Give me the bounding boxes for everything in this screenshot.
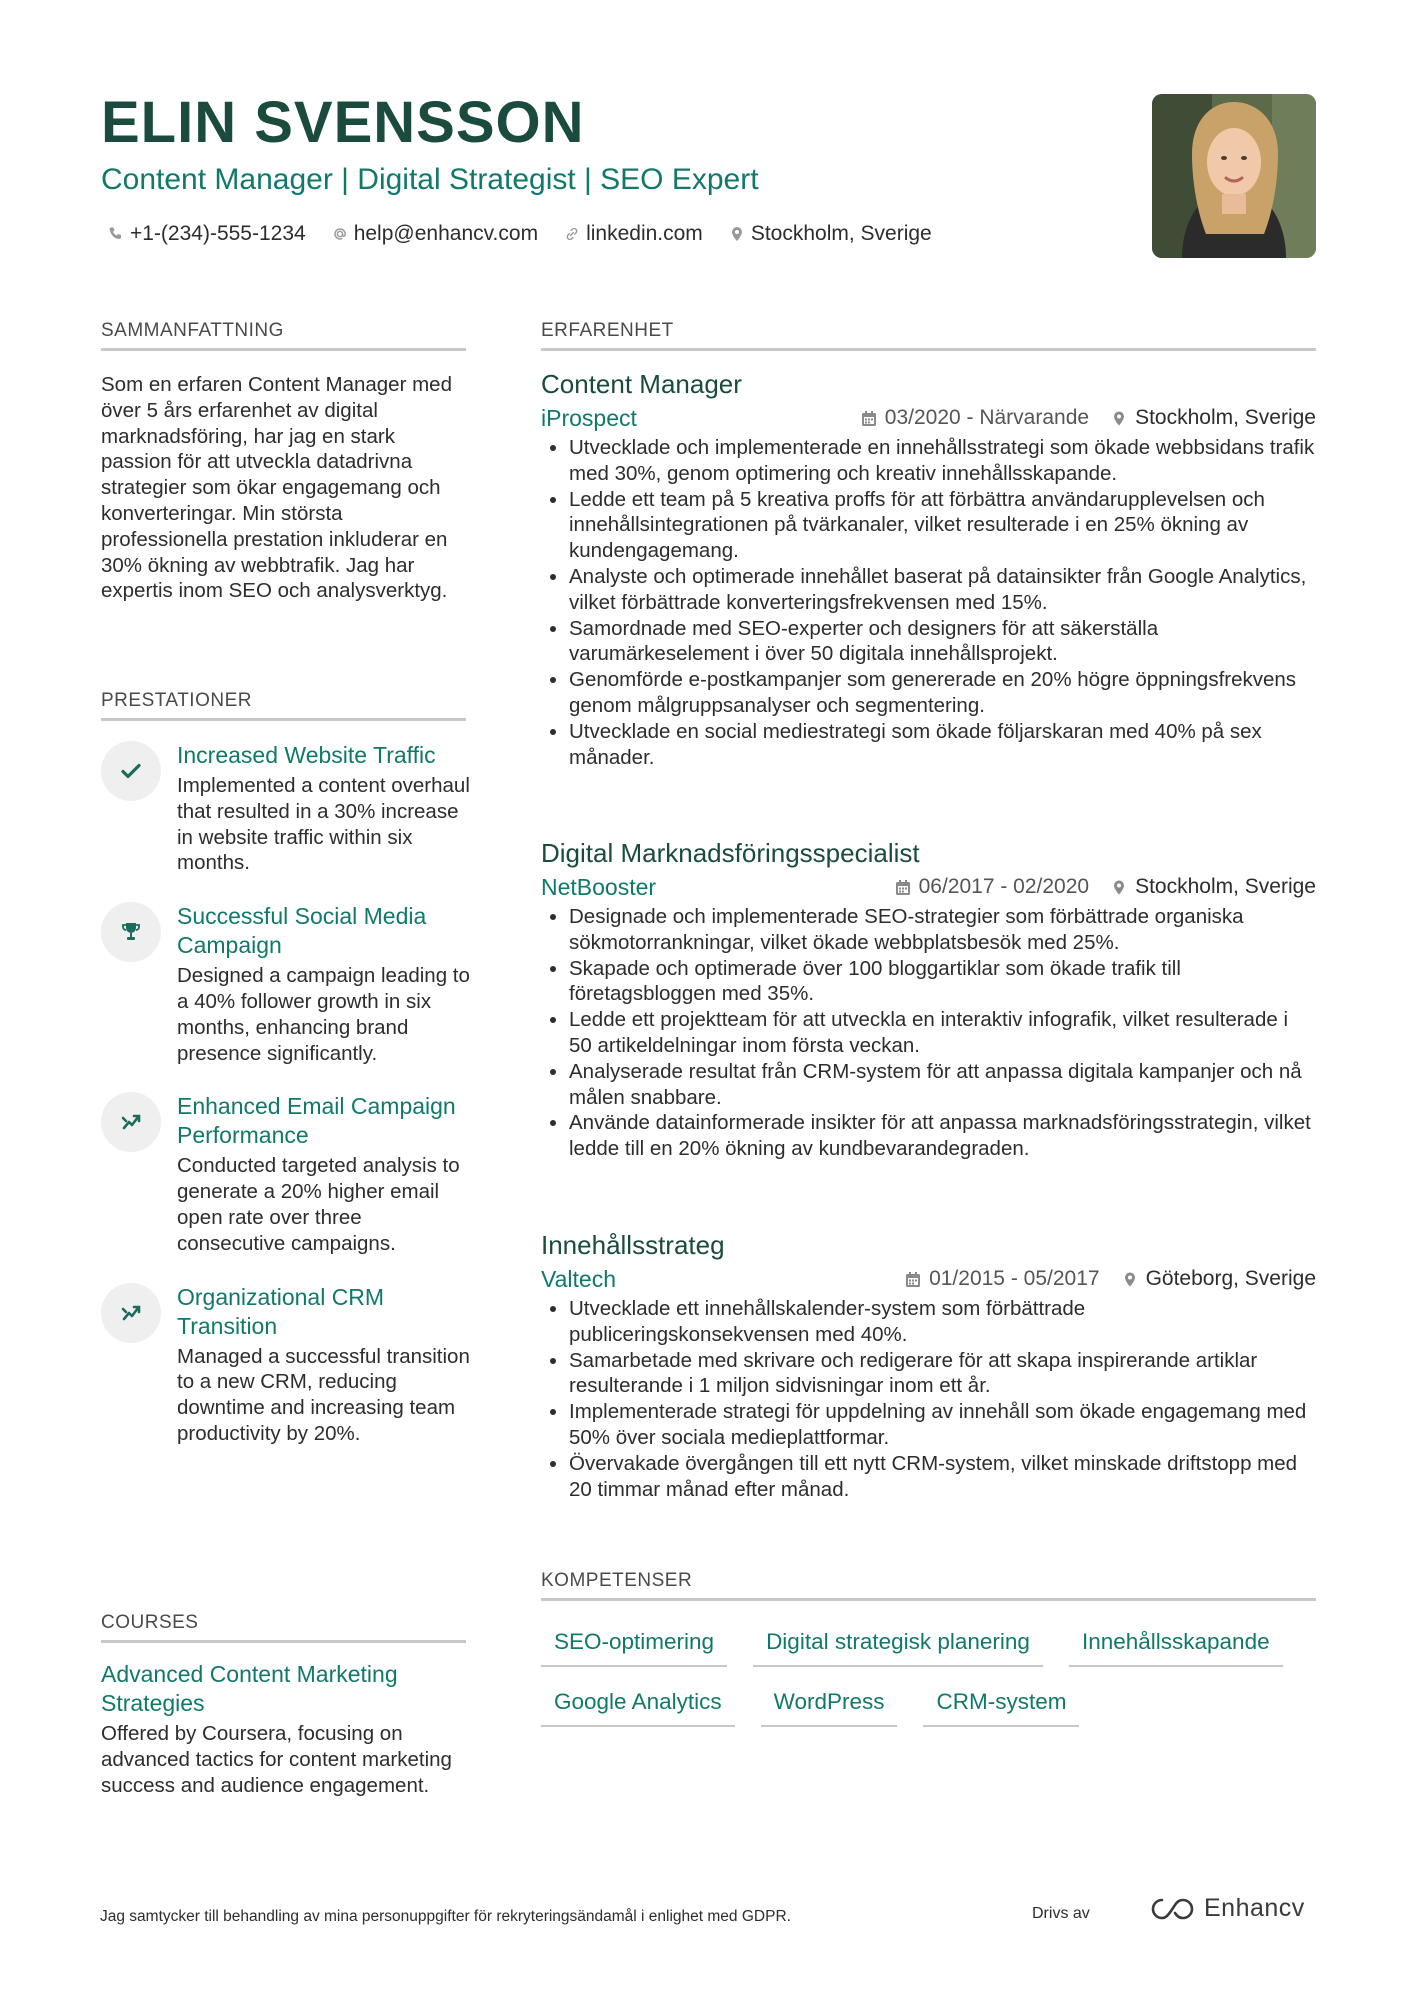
job-role: Digital Marknadsföringsspecialist (541, 838, 920, 868)
bullet-item: • Samarbetade med skrivare och redigerare för att skapa inspirerande artiklar resulterande i 1 miljon sidvisningar inom ett år. (569, 1348, 1316, 1400)
enhancv-logo-icon (1150, 1896, 1196, 1922)
achievement-item (101, 1283, 471, 1447)
bullet-item: • Ledde ett team på 5 kreativa proffs för att förbättra användarupplevelsen och innehållsintegrationen på tvärkanaler, vilket resulterade i en 25% ökning av kundengagemang. (569, 487, 1316, 564)
trophy-icon (101, 902, 161, 962)
experience-item (541, 1228, 1316, 1502)
achievements-list (101, 741, 471, 1473)
bullet-item: • Utvecklade en social mediestrategi som ökade följarskaran med 40% på sex månader. (569, 719, 1316, 771)
achievement-item (101, 902, 471, 1066)
contact-email[interactable] (332, 219, 538, 249)
job-bullets (541, 904, 1316, 1162)
company-name: iProspect (541, 405, 637, 431)
summary-text: Som en erfaren Content Manager med över 5 års erfarenhet av digital marknadsföring, har jag en stark passion för att utveckla datadrivna strategier som ökar engagemang och konverteringar. Min största professionella prestation inkluderar en 30% ökning av webbtrafik. Jag har expertis inom SEO och analysverktyg. (101, 373, 452, 603)
location-pin-icon (1111, 410, 1127, 427)
phone-text: +1-(234)-555-1234 (130, 222, 306, 245)
calendar-icon (895, 879, 911, 896)
job-dates: 01/2015 - 05/2017 (929, 1267, 1100, 1290)
achievement-desc: Designed a campaign leading to a 40% follower growth in six months, enhancing brand presence significantly. (177, 964, 470, 1065)
experience-heading: ERFARENHET (541, 318, 1316, 351)
powered-by-label: Drivs av (1032, 1905, 1090, 1922)
contact-location (729, 219, 932, 249)
candidate-title: Content Manager | Digital Strategist | SEO Expert (101, 163, 759, 196)
summary-heading: SAMMANFATTNING (101, 318, 466, 351)
job-location: Stockholm, Sverige (1135, 406, 1316, 429)
bullet-item: • Utvecklade och implementerade en innehållsstrategi som ökade webbsidans trafik med 30%, genom optimering och kreativ innehållsskapande. (569, 435, 1316, 487)
skill-tag: CRM-system (923, 1681, 1079, 1727)
bullet-item: • Samordnade med SEO-experter och designers för att säkerställa varumärkeselement i över 50 digitala innehållsprojekt. (569, 616, 1316, 668)
candidate-name: ELIN SVENSSON (101, 90, 585, 155)
courses-heading: COURSES (101, 1610, 466, 1643)
job-dates: 03/2020 - Närvarande (884, 406, 1090, 429)
company-name: NetBooster (541, 874, 657, 900)
job-role: Innehållsstrateg (541, 1230, 725, 1260)
phone-icon (108, 226, 124, 242)
skill-tag: Digital strategisk planering (753, 1621, 1043, 1667)
achievement-title: Successful Social Media Campaign (177, 903, 427, 959)
bullet-item: • Implementerade strategi för uppdelning av innehåll som ökade engagemang med 50% över sociala medieplattformar. (569, 1399, 1316, 1451)
bullet-item: • Designade och implementerade SEO-strategier som förbättrade organiska sökmotorrankningar, vilket ökade webbplatsbesök med 25%. (569, 904, 1316, 956)
calendar-icon (861, 410, 877, 427)
bullet-item: • Ledde ett projektteam för att utveckla en interaktiv infografik, vilket resulterade i 50 artikeldelningar inom första veckan. (569, 1007, 1316, 1059)
location-text: Stockholm, Sverige (750, 222, 932, 245)
job-bullets (541, 1296, 1316, 1502)
bullet-item: • Utvecklade ett innehållskalender-system som förbättrade publiceringskonsekvensen med 40%. (569, 1296, 1316, 1348)
calendar-icon (905, 1271, 921, 1288)
check-icon (101, 741, 161, 801)
contact-bar (108, 219, 932, 249)
achievements-heading: PRESTATIONER (101, 688, 466, 721)
contact-linkedin[interactable] (564, 219, 703, 249)
bullet-item: • Analyste och optimerade innehållet baserat på datainsikter från Google Analytics, vilket förbättrade konverteringsfrekvensen med 15%. (569, 564, 1316, 616)
linkedin-text: linkedin.com (586, 222, 703, 245)
experience-item (541, 367, 1316, 770)
achievement-title: Organizational CRM Transition (177, 1283, 385, 1339)
company-name: Valtech (541, 1266, 617, 1292)
job-location: Stockholm, Sverige (1135, 875, 1316, 898)
course-title: Advanced Content Marketing Strategies (101, 1661, 398, 1716)
chart-up-icon (101, 1283, 161, 1343)
skill-tag: Google Analytics (541, 1681, 735, 1727)
achievement-item (101, 1092, 471, 1256)
location-pin-icon (729, 226, 745, 242)
job-dates: 06/2017 - 02/2020 (918, 875, 1090, 898)
skill-tag: WordPress (761, 1681, 898, 1727)
achievement-item (101, 741, 471, 876)
achievement-title: Increased Website Traffic (177, 742, 436, 768)
experience-item (541, 836, 1316, 1162)
location-pin-icon (1111, 879, 1127, 896)
skills-list (541, 1621, 1316, 1727)
achievement-desc: Managed a successful transition to a new CRM, reducing downtime and increasing team productivity by 20%. (177, 1344, 470, 1445)
job-bullets (541, 435, 1316, 770)
achievement-desc: Conducted targeted analysis to generate a 20% higher email open rate over three consecutive campaigns. (177, 1154, 460, 1255)
brand-name: Enhancv (1204, 1894, 1305, 1922)
bullet-item: • Analyserade resultat från CRM-system för att anpassa digitala kampanjer och nå målen snabbare. (569, 1059, 1316, 1111)
chart-up-icon (101, 1092, 161, 1152)
email-text: help@enhancv.com (353, 222, 539, 245)
skills-heading: KOMPETENSER (541, 1568, 1316, 1601)
gdpr-consent: Jag samtycker till behandling av mina personuppgifter för rekryteringsändamål i enlighet med GDPR. (100, 1908, 791, 1925)
course-desc: Offered by Coursera, focusing on advanced tactics for content marketing success and audience engagement. (101, 1722, 452, 1797)
brand-logo[interactable] (1150, 1894, 1305, 1923)
job-role: Content Manager (541, 369, 742, 399)
contact-phone[interactable] (108, 219, 306, 249)
bullet-item: • Genomförde e-postkampanjer som genererade en 20% högre öppningsfrekvens genom målgruppsanalyser och segmentering. (569, 667, 1316, 719)
skill-tag: SEO-optimering (541, 1621, 727, 1667)
achievement-desc: Implemented a content overhaul that resulted in a 30% increase in website traffic within six months. (177, 774, 470, 875)
job-location: Göteborg, Sverige (1145, 1267, 1316, 1290)
course-item (101, 1660, 471, 1798)
link-icon (564, 226, 580, 242)
location-pin-icon (1122, 1271, 1138, 1288)
bullet-item: • Skapade och optimerade över 100 bloggartiklar som ökade trafik till företagsbloggen med 35%. (569, 956, 1316, 1008)
bullet-item: • Övervakade övergången till ett nytt CRM-system, vilket minskade driftstopp med 20 timmar månad efter månad. (569, 1451, 1316, 1503)
skill-tag: Innehållsskapande (1069, 1621, 1283, 1667)
bullet-item: • Använde datainformerade insikter för att anpassa marknadsföringsstrategin, vilket ledde till en 20% ökning av kundbevarandegraden. (569, 1110, 1316, 1162)
profile-photo (1152, 94, 1316, 258)
at-icon (332, 226, 348, 242)
achievement-title: Enhanced Email Campaign Performance (177, 1093, 456, 1149)
